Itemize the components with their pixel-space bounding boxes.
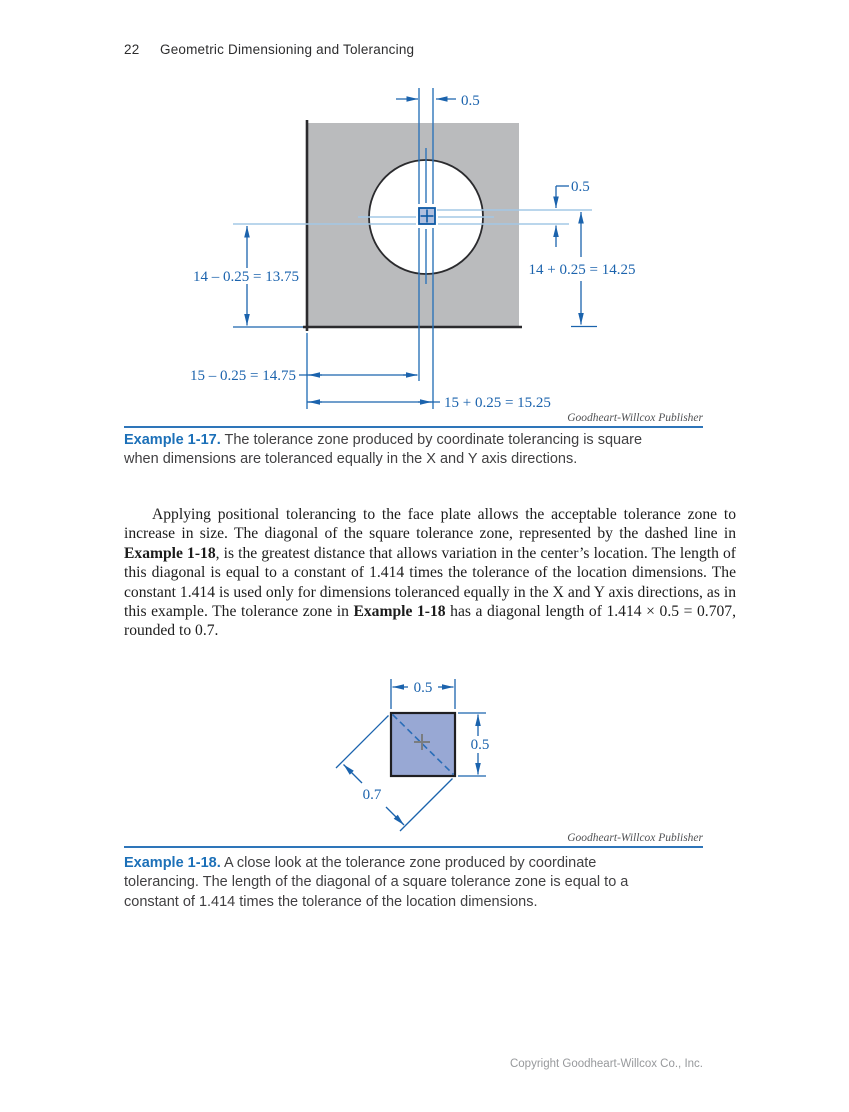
caption-line: Example 1-17. The tolerance zone produced by coordinate tolerancing is square xyxy=(124,432,643,448)
paragraph-text: Applying positional tolerancing to the face plate allows the acceptable tolerance zone to increase in size. The diagonal of the square tolerance zone, represented by the dashed line in xyxy=(124,506,736,543)
dim-label: 14 + 0.25 = 14.25 xyxy=(528,262,636,278)
figure-1-17-diagram xyxy=(180,80,650,420)
paragraph-text: , is the greatest distance that allows variation in the center’s location. The length of this diagonal is equal to a constant of 1.414 times the tolerance of the location dimensions. The constant 1.414 is used only for dimensions toleranced equally in the X and Y axis directions, as in this example. The tolerance zone in xyxy=(124,544,736,621)
example-reference: Example 1-18 xyxy=(353,603,446,621)
example-reference: Example 1-18 xyxy=(124,544,216,562)
dim-bottom-14-75 xyxy=(190,368,417,384)
dim-width-0-5 xyxy=(391,679,455,709)
dim-label: 0.5 xyxy=(470,737,490,753)
copyright-footer: Copyright Goodheart-Willcox Co., Inc. xyxy=(509,1058,703,1070)
caption-rule xyxy=(124,426,703,428)
dim-label: 0.5 xyxy=(413,680,433,696)
caption-line: constant of 1.414 times the tolerance of the location dimensions. xyxy=(124,893,538,910)
body-paragraph xyxy=(124,505,736,641)
dim-right-0-5 xyxy=(556,179,590,247)
page-number: 22 xyxy=(124,42,140,57)
caption-label: Example 1-18. xyxy=(124,855,221,871)
dim-label: 15 + 0.25 = 15.25 xyxy=(444,395,551,411)
publisher-credit: Goodheart-Willcox Publisher xyxy=(567,832,703,844)
dim-label: 0.5 xyxy=(461,93,480,109)
dim-label: 15 – 0.25 = 14.75 xyxy=(190,368,296,384)
dim-label: 0.7 xyxy=(362,787,382,803)
dim-right-14-25 xyxy=(529,212,636,327)
tolerance-zone-square xyxy=(419,208,435,224)
page-header xyxy=(124,42,414,57)
running-title: Geometric Dimensioning and Tolerancing xyxy=(160,42,415,57)
dim-top-0-5 xyxy=(396,93,480,109)
caption-label: Example 1-17. xyxy=(124,432,221,448)
dim-label: 0.5 xyxy=(571,179,590,195)
figure-1-17-caption xyxy=(124,431,744,470)
dim-height-0-5 xyxy=(458,713,489,776)
paragraph-text: has a diagonal length of 1.414 × 0.5 = 0.707, rounded to 0.7. xyxy=(124,603,736,640)
dim-left-13-75 xyxy=(193,226,303,327)
dim-bottom-15-25 xyxy=(307,395,551,411)
caption-line: when dimensions are toleranced equally in the X and Y axis directions. xyxy=(124,451,578,468)
caption-line: Example 1-18. A close look at the tolerance zone produced by coordinate xyxy=(124,855,597,871)
figure-1-18-diagram xyxy=(300,660,590,840)
caption-line: tolerancing. The length of the diagonal of a square tolerance zone is equal to a xyxy=(124,874,629,891)
publisher-credit: Goodheart-Willcox Publisher xyxy=(567,412,703,424)
figure-1-18-caption xyxy=(124,854,744,912)
dim-label: 14 – 0.25 = 13.75 xyxy=(193,269,299,285)
caption-rule xyxy=(124,846,703,848)
